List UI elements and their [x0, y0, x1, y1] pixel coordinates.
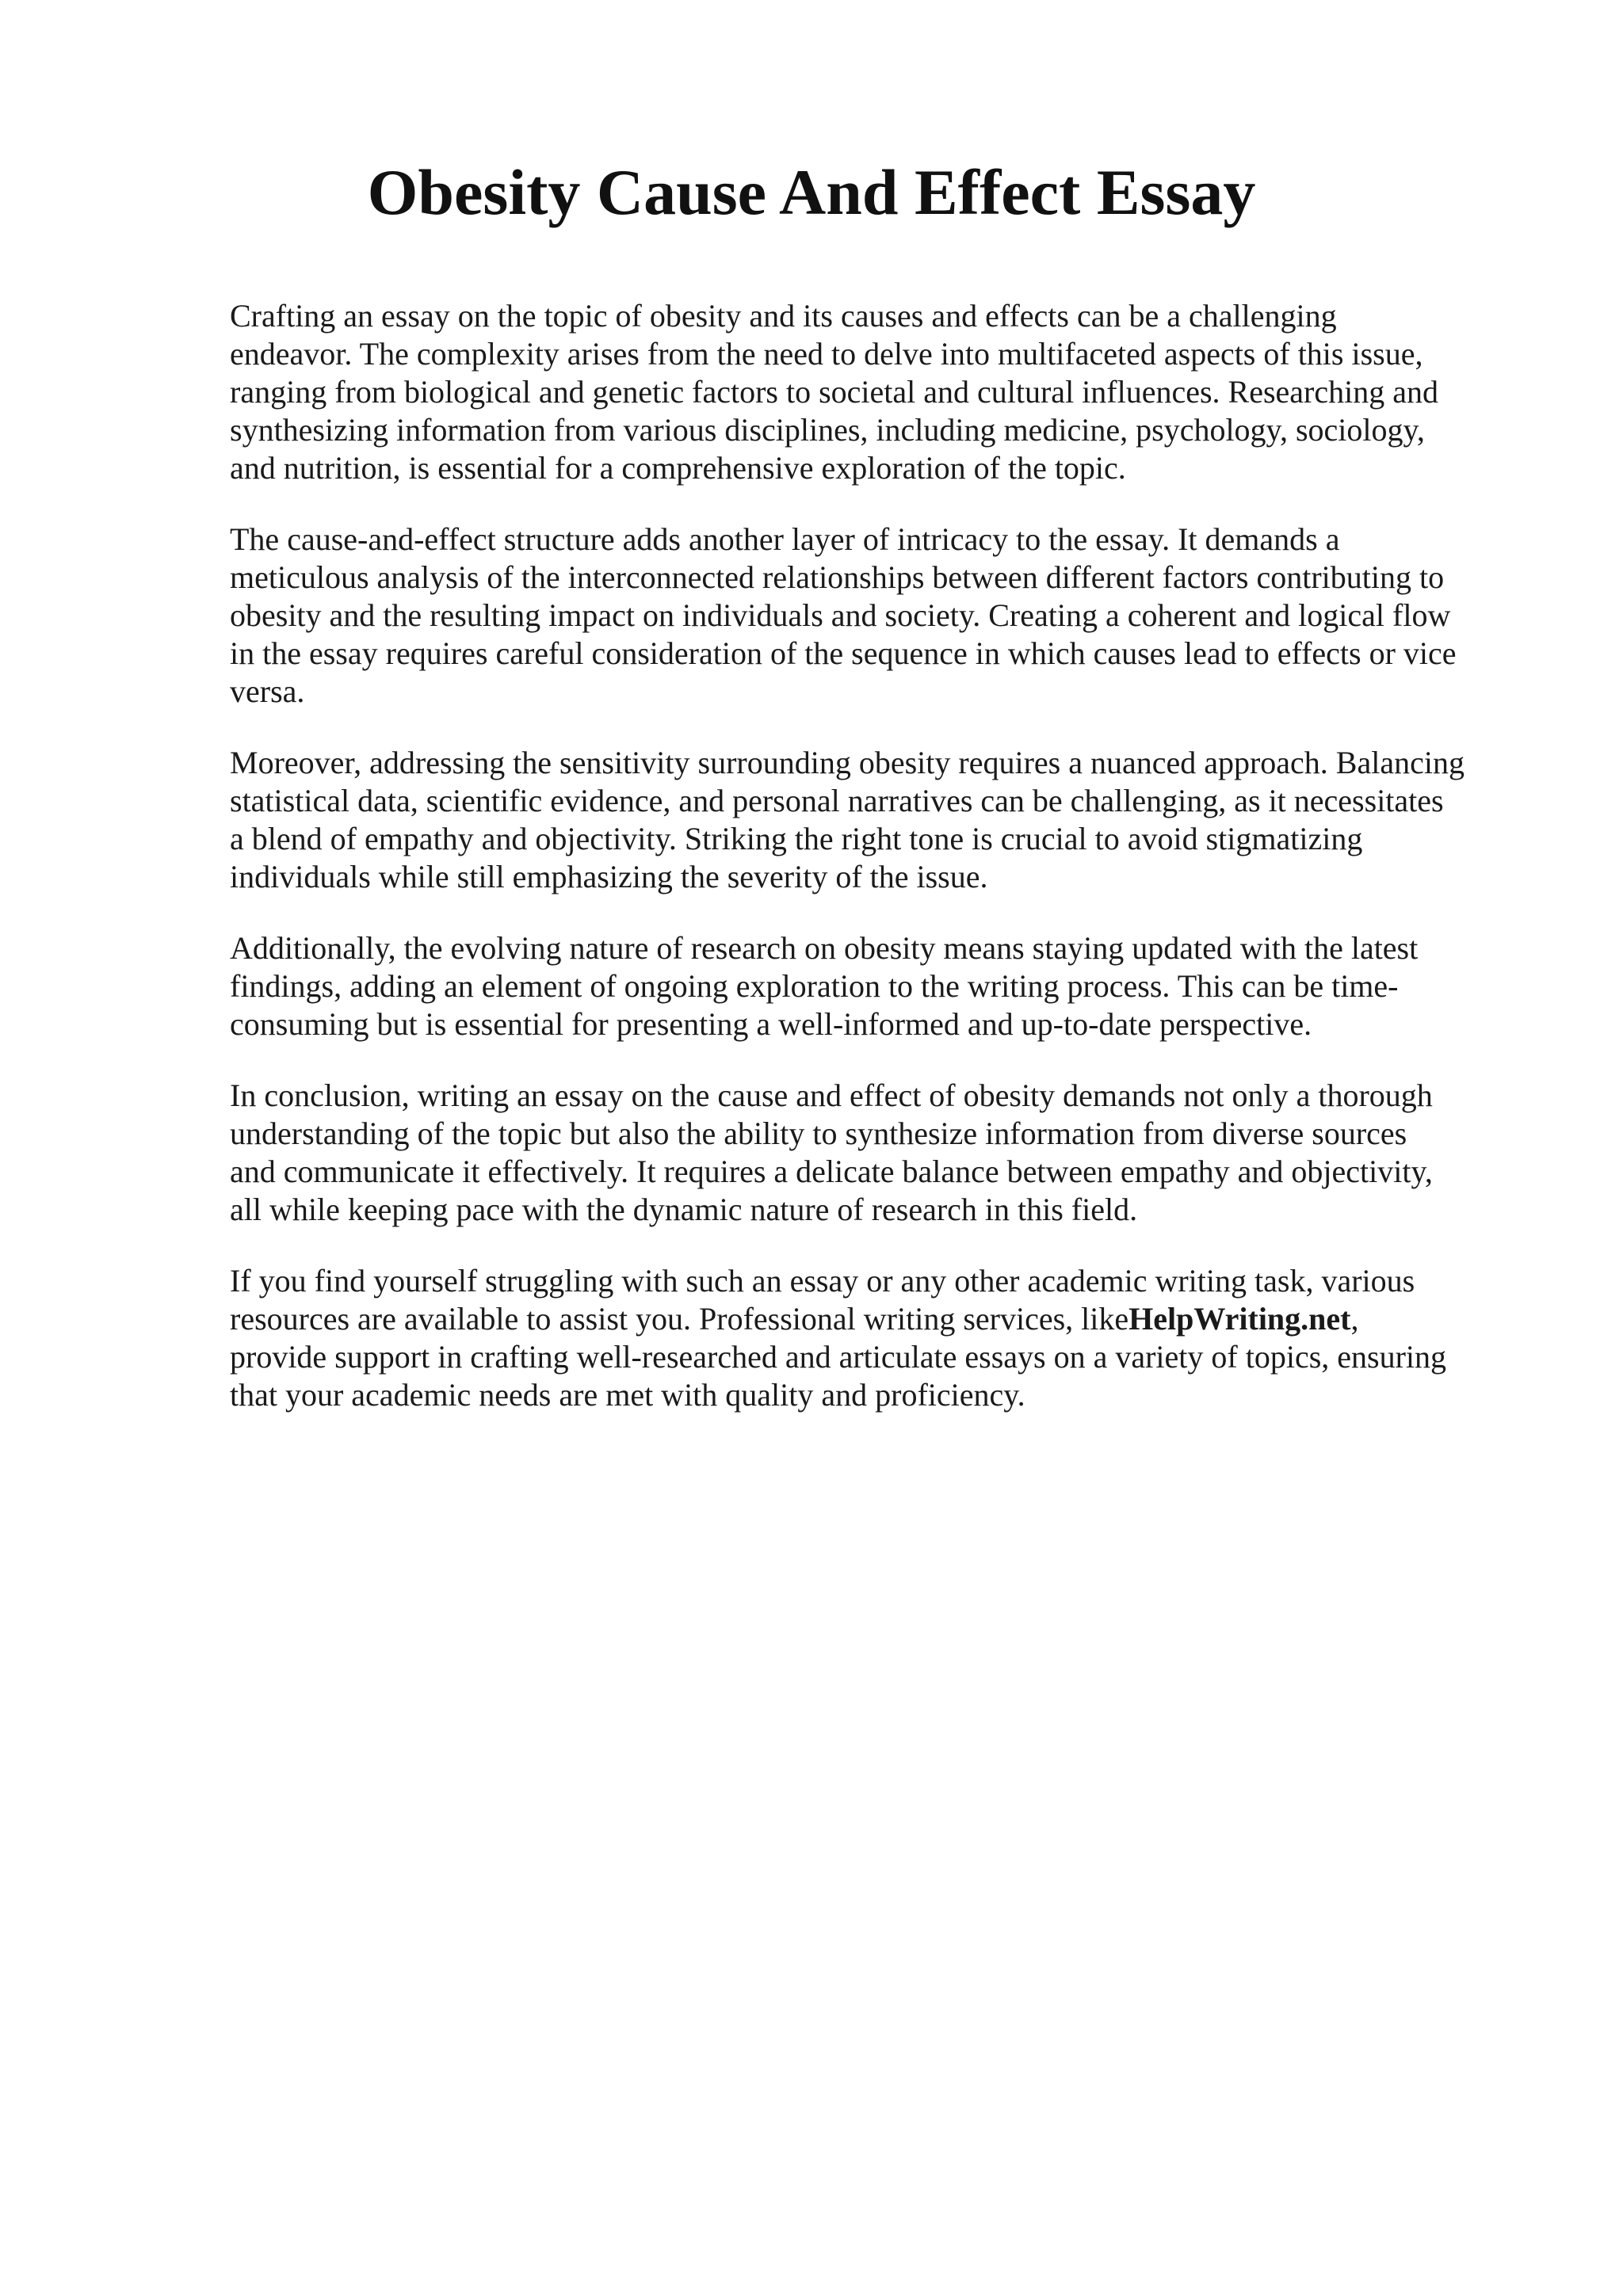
- paragraph-line: Crafting an essay on the topic of obesity and its causes and effects can be a challenging: [230, 298, 1337, 334]
- paragraph-line: obesity and the resulting impact on individuals and society. Creating a coherent and logical flow: [230, 597, 1451, 633]
- paragraph-line: If you find yourself struggling with such an essay or any other academic writing task, various: [230, 1263, 1415, 1299]
- paragraph-4: [230, 929, 1514, 1043]
- essay-body: [230, 297, 1514, 1447]
- paragraph-line: a blend of empathy and objectivity. Striking the right tone is crucial to avoid stigmatizing: [230, 821, 1363, 856]
- paragraph-line-with-link: [230, 1300, 1514, 1338]
- paragraph-line: in the essay requires careful consideration of the sequence in which causes lead to effects or vice: [230, 635, 1457, 671]
- paragraph-line: provide support in crafting well-researched and articulate essays on a variety of topics, ensuring: [230, 1339, 1447, 1375]
- paragraph-line: In conclusion, writing an essay on the cause and effect of obesity demands not only a thorough: [230, 1077, 1433, 1113]
- paragraph-line: The cause-and-effect structure adds another layer of intricacy to the essay. It demands a: [230, 521, 1340, 557]
- paragraph-line: consuming but is essential for presenting a well-informed and up-to-date perspective.: [230, 1006, 1312, 1042]
- paragraph-3: [230, 744, 1514, 896]
- paragraph-line: and nutrition, is essential for a comprehensive exploration of the topic.: [230, 450, 1126, 486]
- helpwriting-link[interactable]: HelpWriting.net: [1128, 1301, 1351, 1337]
- paragraph-line: Moreover, addressing the sensitivity surrounding obesity requires a nuanced approach. Balancing: [230, 745, 1465, 780]
- paragraph-5: [230, 1077, 1514, 1229]
- paragraph-line: meticulous analysis of the interconnected relationships between different factors contributing to: [230, 559, 1445, 595]
- paragraph-text: ,: [1350, 1301, 1359, 1337]
- paragraph-line: synthesizing information from various disciplines, including medicine, psychology, sociology,: [230, 412, 1425, 448]
- paragraph-line: all while keeping pace with the dynamic nature of research in this field.: [230, 1192, 1138, 1227]
- paragraph-line: versa.: [230, 673, 305, 709]
- paragraph-line: ranging from biological and genetic factors to societal and cultural influences. Researching and: [230, 374, 1438, 410]
- paragraph-line: Additionally, the evolving nature of research on obesity means staying updated with the latest: [230, 930, 1419, 966]
- paragraph-line: statistical data, scientific evidence, and personal narratives can be challenging, as it necessitates: [230, 783, 1444, 818]
- paragraph-2: [230, 521, 1514, 711]
- paragraph-line: that your academic needs are met with quality and proficiency.: [230, 1377, 1025, 1413]
- paragraph-1: [230, 297, 1514, 487]
- paragraph-text: resources are available to assist you. Professional writing services, like: [230, 1301, 1129, 1337]
- paragraph-line: individuals while still emphasizing the severity of the issue.: [230, 859, 988, 894]
- page-title: Obesity Cause And Effect Essay: [367, 156, 1256, 228]
- paragraph-6: [230, 1262, 1514, 1414]
- paragraph-line: and communicate it effectively. It requires a delicate balance between empathy and objectivity,: [230, 1154, 1433, 1189]
- paragraph-line: findings, adding an element of ongoing exploration to the writing process. This can be time-: [230, 968, 1399, 1004]
- paragraph-line: endeavor. The complexity arises from the need to delve into multifaceted aspects of this issue,: [230, 336, 1423, 372]
- paragraph-line: understanding of the topic but also the ability to synthesize information from diverse sources: [230, 1116, 1407, 1151]
